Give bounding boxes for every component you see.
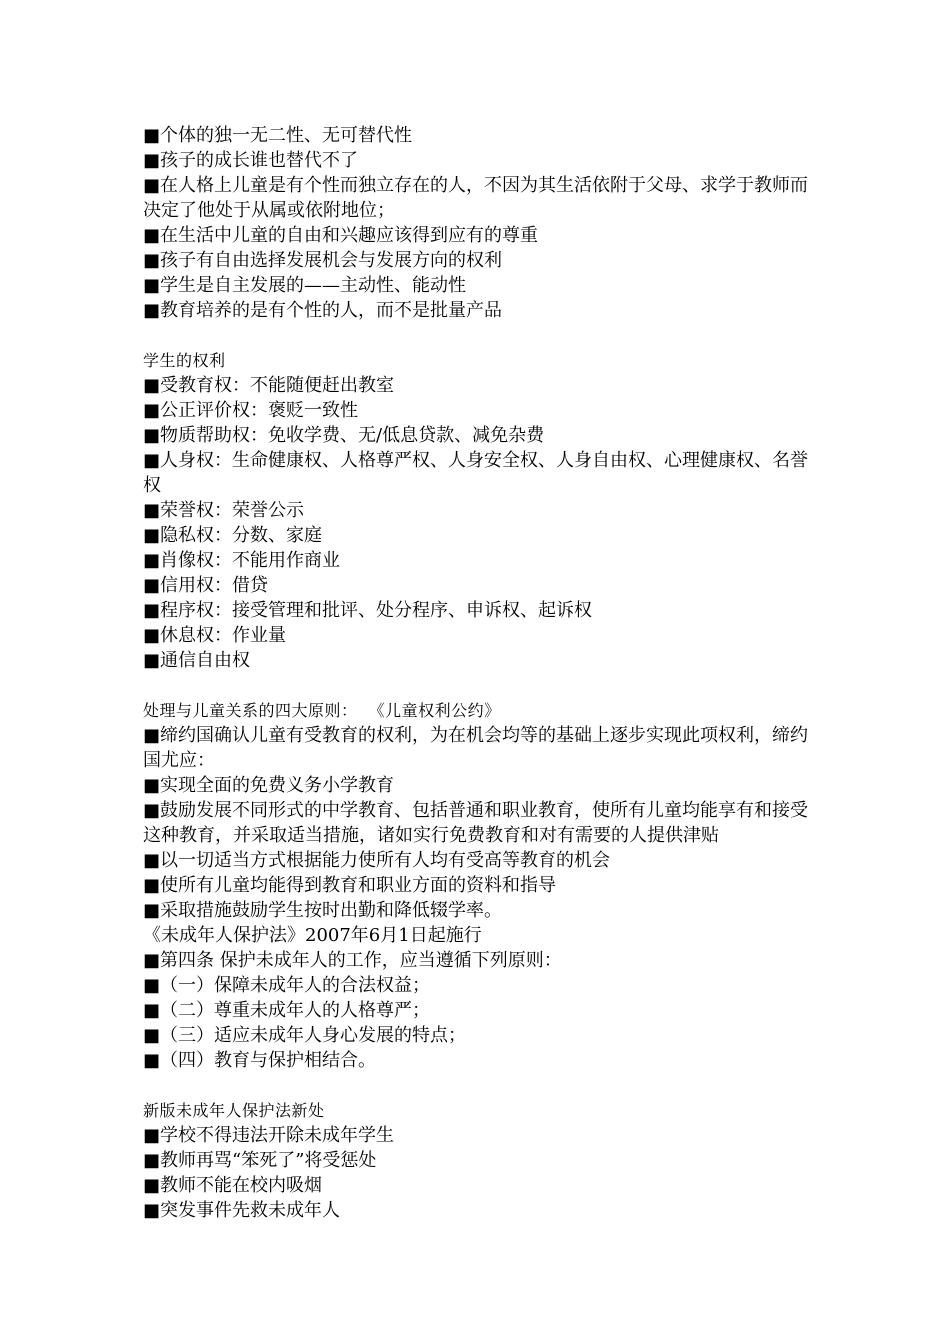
list-item: ■（三）适应未成年人身心发展的特点；: [143, 1025, 467, 1046]
list-item: ■人身权：生命健康权、人格尊严权、人身安全权、人身自由权、心理健康权、名誉权: [143, 450, 809, 496]
list-item: ■休息权：作业量: [143, 625, 287, 646]
list-item: ■教师再骂“笨死了”将受惩处: [143, 1150, 377, 1171]
list-item: ■缔约国确认儿童有受教育的权利，为在机会均等的基础上逐步实现此项权利，缔约国尤应：: [143, 725, 809, 771]
list-item: ■在人格上儿童是有个性而独立存在的人，不因为其生活依附于父母、求学于教师而决定了他处于从属或依附地位；: [143, 175, 809, 221]
list-item: ■肖像权：不能用作商业: [143, 550, 341, 571]
section-heading: 处理与儿童关系的四大原则： 《儿童权利公约》: [143, 701, 501, 720]
list-item: ■公正评价权：褒贬一致性: [143, 400, 359, 421]
list-item: ■信用权：借贷: [143, 575, 269, 596]
spacer: [143, 673, 823, 698]
list-item: ■通信自由权: [143, 650, 251, 671]
list-item: ■（二）尊重未成年人的人格尊严；: [143, 1000, 431, 1021]
section-heading: 学生的权利: [143, 351, 226, 370]
spacer: [143, 1073, 823, 1098]
list-item: ■实现全面的免费义务小学教育: [143, 775, 395, 796]
list-item: ■教育培养的是有个性的人，而不是批量产品: [143, 300, 503, 321]
list-item: ■孩子的成长谁也替代不了: [143, 150, 359, 171]
list-item: ■突发事件先救未成年人: [143, 1200, 341, 1221]
list-item: ■在生活中儿童的自由和兴趣应该得到应有的尊重: [143, 225, 539, 246]
list-item: ■受教育权：不能随便赶出教室: [143, 375, 395, 396]
list-item: ■以一切适当方式根据能力使所有人均有受高等教育的机会: [143, 850, 611, 871]
student-rights-section: [143, 348, 823, 673]
list-item: ■教师不能在校内吸烟: [143, 1175, 323, 1196]
list-item: ■物质帮助权：免收学费、无/低息贷款、减免杂费: [143, 425, 545, 446]
list-item: ■使所有儿童均能得到教育和职业方面的资料和指导: [143, 875, 557, 896]
list-item: ■荣誉权：荣誉公示: [143, 500, 305, 521]
law-title: 《未成年人保护法》2007年6月1日起施行: [143, 925, 482, 946]
list-item: ■（四）教育与保护相结合。: [143, 1050, 377, 1071]
list-item: ■采取措施鼓励学生按时出勤和降低辍学率。: [143, 900, 503, 921]
list-item: ■第四条 保护未成年人的工作，应当遵循下列原则：: [143, 950, 562, 971]
list-item: ■程序权：接受管理和批评、处分程序、申诉权、起诉权: [143, 600, 593, 621]
list-item: ■孩子有自由选择发展机会与发展方向的权利: [143, 250, 503, 271]
new-law-section: [143, 1098, 823, 1223]
list-item: ■鼓励发展不同形式的中学教育、包括普通和职业教育，使所有儿童均能享有和接受这种教育，并采取适当措施，诸如实行免费教育和对有需要的人提供津贴: [143, 800, 809, 846]
list-item: ■隐私权：分数、家庭: [143, 525, 323, 546]
individuality-list: [143, 123, 823, 323]
list-item: ■学生是自主发展的——主动性、能动性: [143, 275, 467, 296]
four-principles-section: [143, 698, 823, 1073]
document-page: [143, 123, 823, 1223]
list-item: ■个体的独一无二性、无可替代性: [143, 125, 413, 146]
section-heading: 新版未成年人保护法新处: [143, 1101, 325, 1120]
spacer: [143, 323, 823, 348]
list-item: ■学校不得违法开除未成年学生: [143, 1125, 395, 1146]
list-item: ■（一）保障未成年人的合法权益；: [143, 975, 431, 996]
